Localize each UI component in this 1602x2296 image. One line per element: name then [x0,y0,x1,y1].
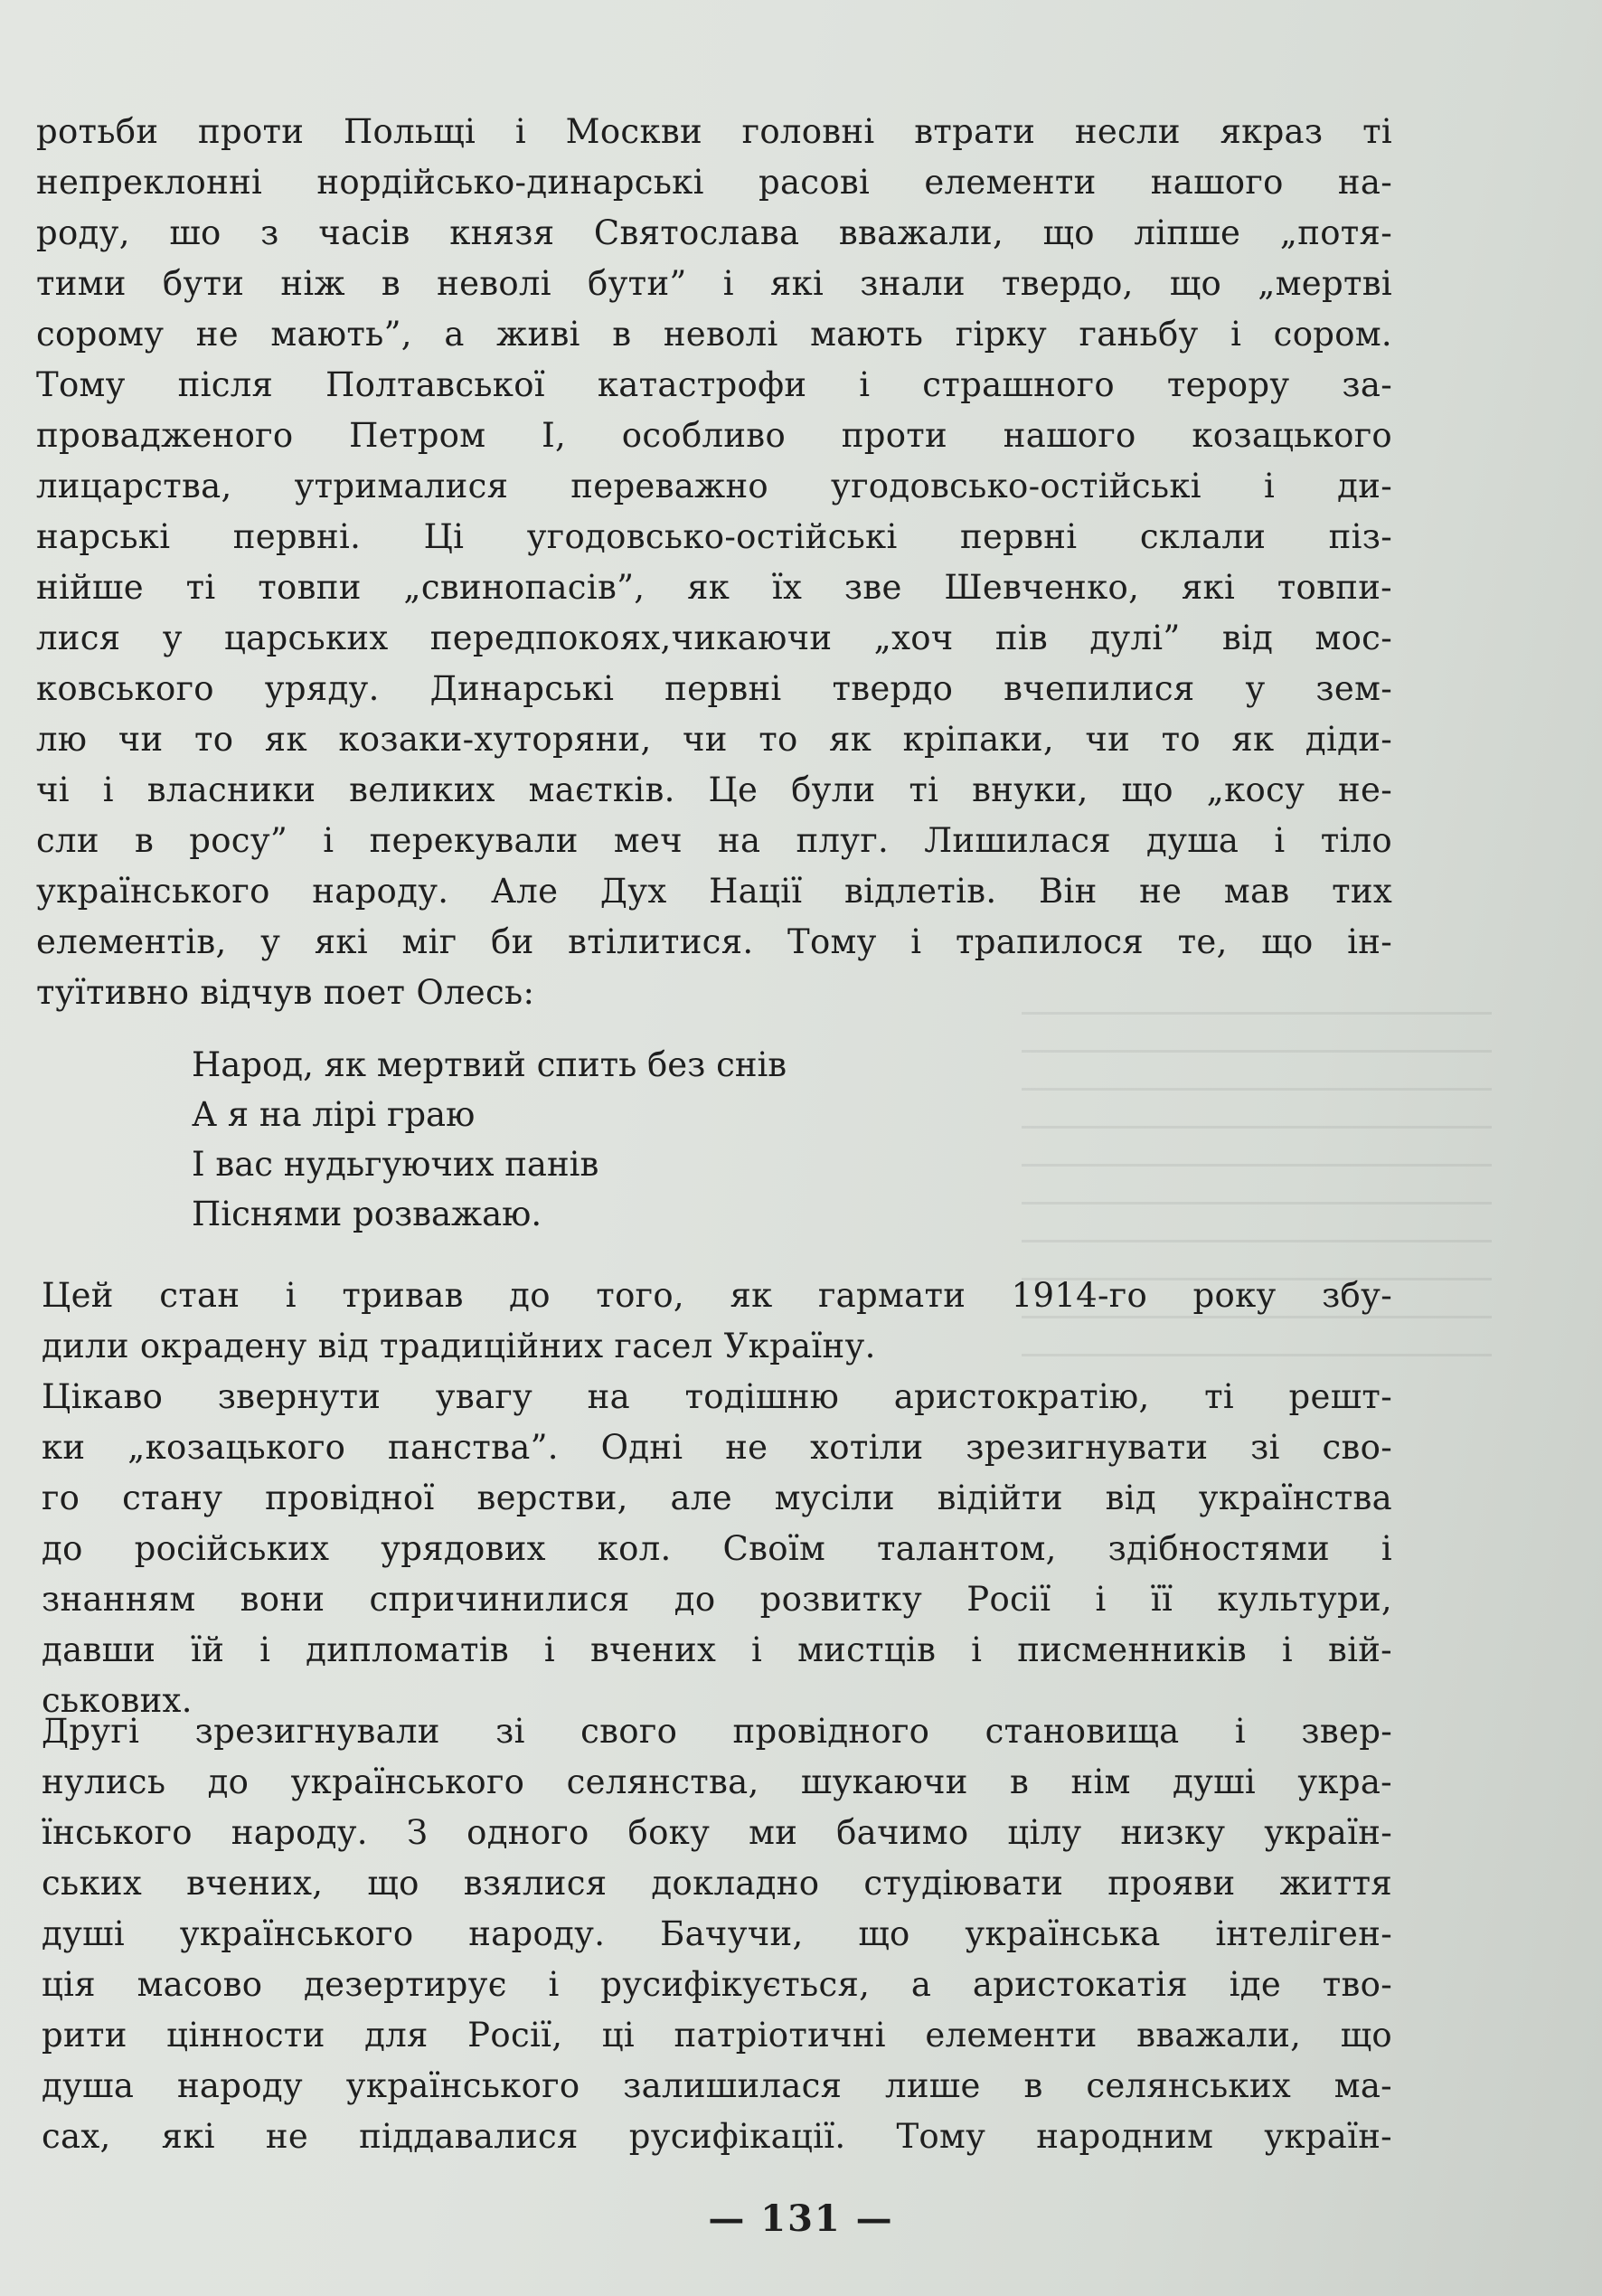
paragraph-main [36,107,1392,1018]
text-line: тими бути ніж в неволі бути” і які знали твердо, що „мертві [36,264,1392,303]
text-line: ротьби проти Польщі і Москви головні втрати несли якраз ті [36,112,1392,151]
text-line: туїтивно відчув поет Олесь: [36,973,535,1012]
text-line: ськових. [42,1681,193,1720]
text-line: ських вчених, що взялися докладно студіювати прояви життя [42,1864,1392,1903]
poem-line: А я на лірі граю [192,1095,476,1134]
text-line: непреклонні нордійсько-динарські расові елементи нашого на- [36,163,1392,202]
text-line: лицарства, утрималися переважно угодовсько-остійські і ди- [36,467,1392,505]
poem-line: І вас нудьгуючих панів [192,1145,599,1184]
poem-quote [192,1040,787,1239]
text-line: нійше ті товпи „свинопасів”, як їх зве Шевченко, які товпи- [36,568,1392,607]
text-line: їнського народу. З одного боку ми бачимо цілу низку україн- [42,1813,1392,1852]
text-line: го стану провідної верстви, але мусіли відійти від українства [42,1479,1392,1517]
text-line: Цей стан і тривав до того, як гармати 1914-го року збу- [42,1276,1392,1315]
text-line: рити цінности для Росії, ці патріотичні елементи вважали, що [42,2016,1392,2055]
text-line: до російських урядових кол. Своїм талантом, здібностями і [42,1529,1392,1568]
text-line: знанням вони спричинилися до розвитку Росії і її культури, [42,1580,1392,1619]
text-line: лю чи то як козаки-хуторяни, чи то як кріпаки, чи то як діди- [36,720,1392,759]
paragraph-others [42,1706,1392,2162]
text-line: давши їй і дипломатів і вчених і мистців і писменників і вій- [42,1630,1392,1669]
text-line: душа народу українського залишилася лише в селянських ма- [42,2066,1392,2105]
text-line: сли в росу” і перекували меч на плуг. Лишилася душа і тіло [36,821,1392,860]
text-line: сах, які не піддавалися русифікації. Тому народним україн- [42,2117,1392,2156]
text-line: ковського уряду. Динарські первні твердо вчепилися у зем- [36,669,1392,708]
text-line: Цікаво звернути увагу на тодішню аристократію, ті решт- [42,1377,1392,1416]
text-line: нарські первні. Ці угодовсько-остійські первні склали піз- [36,517,1392,556]
text-line: чі і власники великих маєтків. Це були ті внуки, що „косу не- [36,770,1392,809]
text-line: українського народу. Але Дух Нації відлетів. Він не мав тих [36,872,1392,911]
text-line: провадженого Петром I, особливо проти нашого козацького [36,416,1392,455]
page-number: — 131 — [708,2197,894,2240]
text-line: елементів, у які міг би втілитися. Тому і трапилося те, що ін- [36,922,1392,961]
text-line: роду, шо з часів князя Святослава вважали, що ліпше „потя- [36,213,1392,252]
poem-line: Піснями розважаю. [192,1195,542,1233]
text-line: нулись до українського селянства, шукаючи в нім душі укра- [42,1762,1392,1801]
text-line: ки „козацького панства”. Одні не хотіли зрезигнувати зі сво- [42,1428,1392,1467]
text-line: лися у царських передпокоях,чикаючи „хоч пів дулі” від мос- [36,619,1392,657]
text-line: дили окрадену від традиційних гасел Україну. [42,1327,876,1365]
text-line: ція масово дезертирує і русифікується, а аристокатія іде тво- [42,1965,1392,2004]
text-line: сорому не мають”, а живі в неволі мають гірку ганьбу і сором. [36,315,1392,354]
paragraph-war [42,1271,1392,1726]
poem-line: Народ, як мертвий спить без снів [192,1045,787,1084]
text-line: Другі зрезигнували зі свого провідного становища і звер- [42,1712,1392,1751]
text-line: Тому після Полтавської катастрофи і страшного терору за- [36,365,1392,404]
text-line: душі українського народу. Бачучи, що українська інтеліген- [42,1914,1392,1953]
